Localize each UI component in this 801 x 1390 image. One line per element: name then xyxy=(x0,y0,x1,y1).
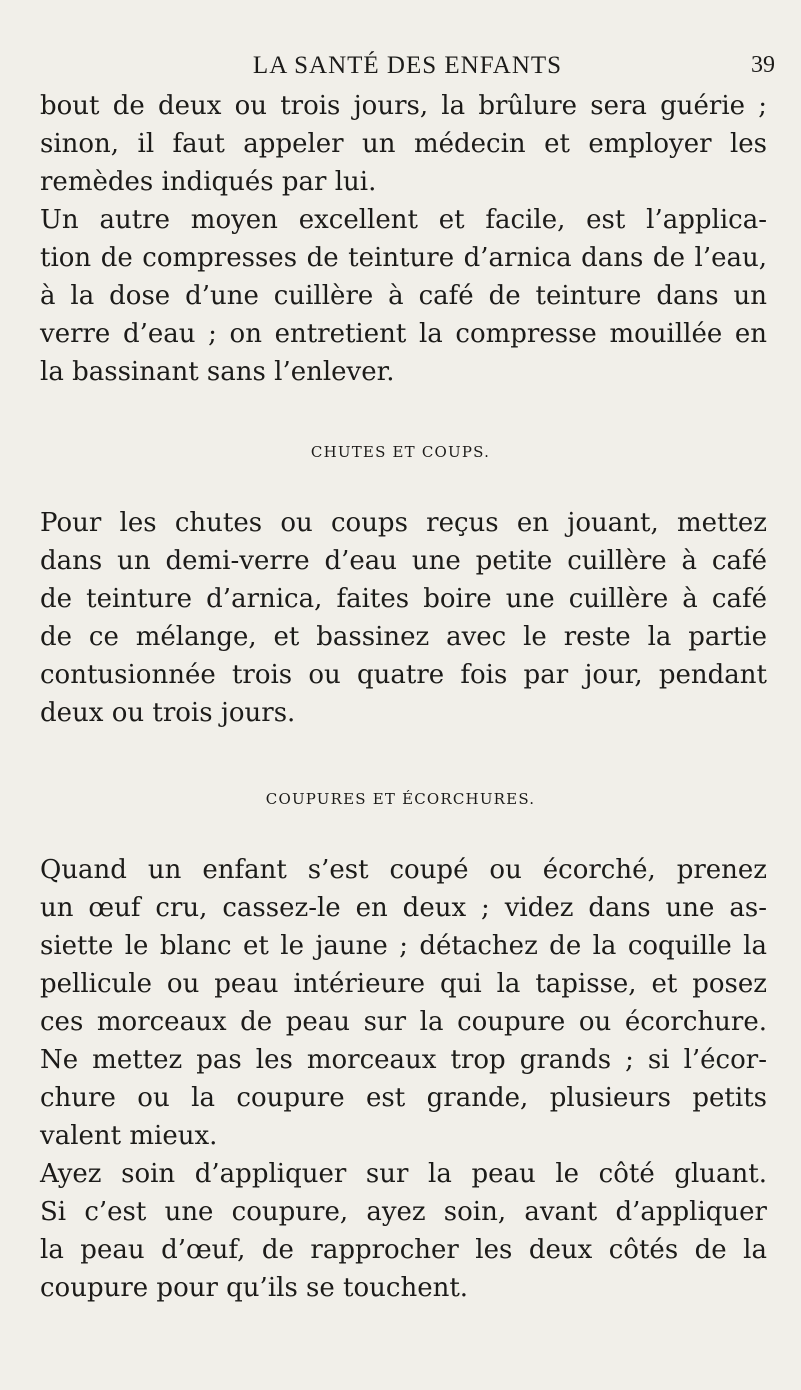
text-line: ces morceaux de peau sur la coupure ou écorchure. xyxy=(40,1007,767,1037)
text-line: Ayez soin d’appliquer sur la peau le côté gluant. xyxy=(40,1159,767,1189)
text-line: dans un demi-verre d’eau une petite cuillère à café xyxy=(40,546,767,576)
text-line: Pour les chutes ou coups reçus en jouant, mettez xyxy=(40,508,767,538)
text-line: deux ou trois jours. xyxy=(40,698,296,728)
section-heading: CHUTES ET COUPS. xyxy=(310,443,491,461)
text-line: tion de compresses de teinture d’arnica dans de l’eau, xyxy=(40,243,767,273)
text-line: verre d’eau ; on entretient la compresse mouillée en xyxy=(40,319,767,349)
text-line: pellicule ou peau intérieure qui la tapisse, et posez xyxy=(40,969,767,999)
running-title: LA SANTÉ DES ENFANTS xyxy=(252,52,563,79)
text-line: remèdes indiqués par lui. xyxy=(40,167,377,197)
text-line: de teinture d’arnica, faites boire une cuillère à café xyxy=(40,584,767,614)
page-number: 39 xyxy=(751,52,775,78)
text-line: bout de deux ou trois jours, la brûlure sera guérie ; xyxy=(40,91,767,121)
text-line: un œuf cru, cassez-le en deux ; videz dans une as- xyxy=(40,893,767,923)
text-line: valent mieux. xyxy=(40,1121,218,1151)
text-line: sinon, il faut appeler un médecin et employer les xyxy=(40,129,767,159)
section-heading: COUPURES ET ÉCORCHURES. xyxy=(265,790,536,808)
text-line: coupure pour qu’ils se touchent. xyxy=(40,1273,469,1303)
text-line: Si c’est une coupure, ayez soin, avant d’appliquer xyxy=(40,1197,767,1227)
text-line: Quand un enfant s’est coupé ou écorché, prenez xyxy=(40,855,767,885)
running-head xyxy=(40,50,775,82)
text-line: la peau d’œuf, de rapprocher les deux côtés de la xyxy=(40,1235,767,1265)
text-line: Ne mettez pas les morceaux trop grands ; si l’écor- xyxy=(40,1045,767,1075)
text-line: contusionnée trois ou quatre fois par jour, pendant xyxy=(40,660,767,690)
text-line: à la dose d’une cuillère à café de teinture dans un xyxy=(40,281,767,311)
text-line: la bassinant sans l’enlever. xyxy=(40,357,395,387)
text-line: chure ou la coupure est grande, plusieurs petits xyxy=(40,1083,767,1113)
text-line: siette le blanc et le jaune ; détachez de la coquille la xyxy=(40,931,767,961)
text-line: de ce mélange, et bassinez avec le reste la partie xyxy=(40,622,767,652)
text-line: Un autre moyen excellent et facile, est l’applica- xyxy=(40,205,767,235)
